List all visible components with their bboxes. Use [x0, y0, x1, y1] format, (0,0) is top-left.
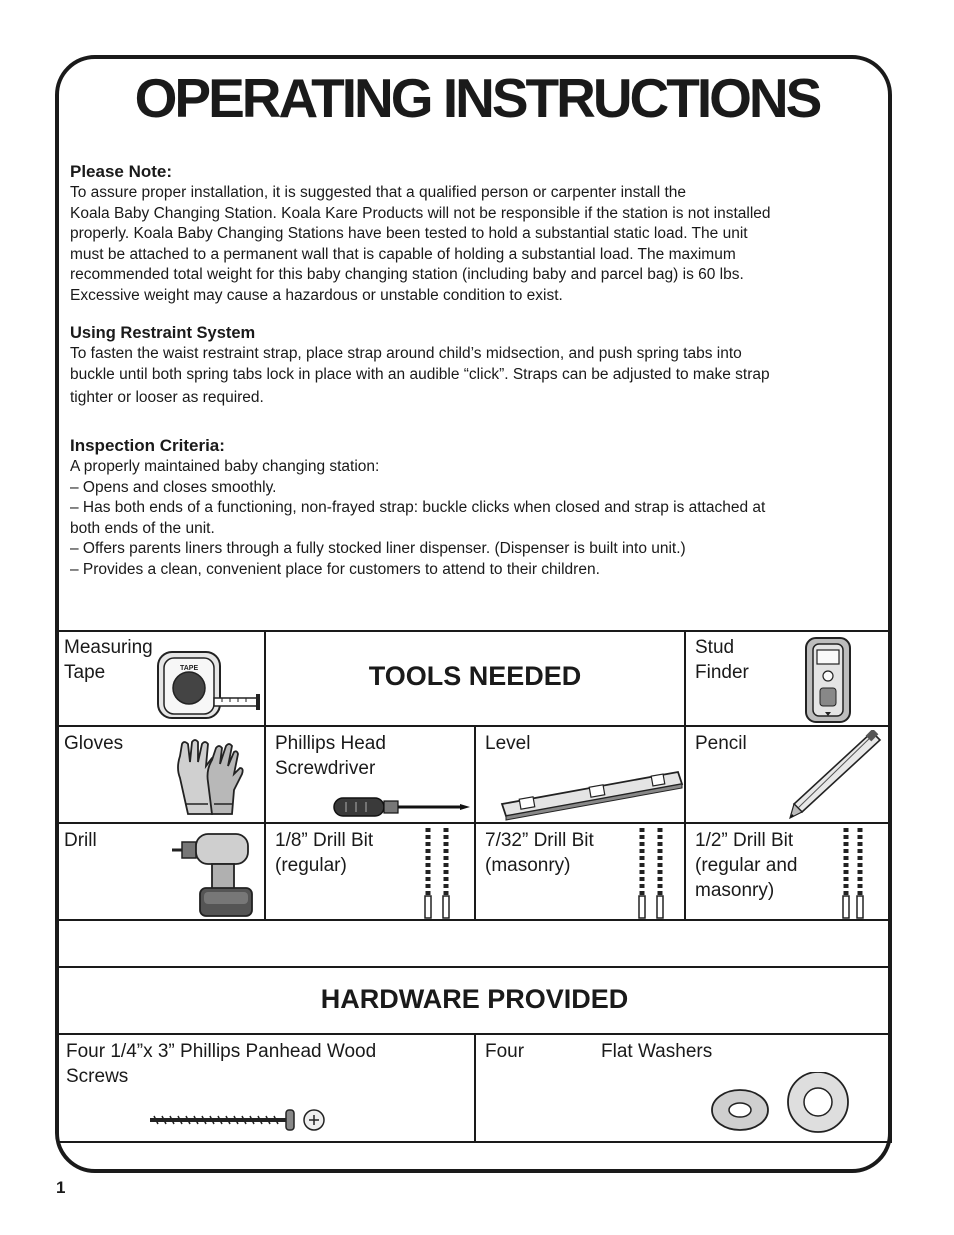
- svg-text:TAPE: TAPE: [180, 665, 199, 672]
- stud-finder-icon: [803, 636, 853, 724]
- inspection-line: – Opens and closes smoothly.: [70, 478, 277, 496]
- inspection-line: – Provides a clean, convenient place for customers to attend to their children.: [70, 560, 600, 578]
- gloves-icon: [158, 734, 248, 820]
- note-line: must be attached to a permanent wall that is capable of holding a substantial load. The maximum: [70, 245, 736, 263]
- pencil-label: Pencil: [695, 733, 747, 754]
- restraint-line: To fasten the waist restraint strap, place strap around child’s midsection, and push spring tabs into: [70, 345, 742, 362]
- inspection-line: – Has both ends of a functioning, non-frayed strap: buckle clicks when closed and strap is attached at: [70, 499, 766, 517]
- restraint-heading: Using Restraint System: [70, 324, 256, 342]
- note-line: Excessive weight may cause a hazardous or unstable condition to exist.: [70, 286, 563, 304]
- note-line: recommended total weight for this baby changing station (including baby and parcel bag) is 60 lbs.: [70, 266, 744, 284]
- inspection-heading: Inspection Criteria:: [70, 436, 225, 455]
- screwdriver-label: Phillips Head Screwdriver: [275, 733, 386, 779]
- note-line: To assure proper installation, it is suggested that a qualified person or carpenter install the: [70, 184, 687, 201]
- measuring-tape-label: Measuring Tape: [64, 637, 153, 683]
- inspection-line: both ends of the unit.: [70, 519, 215, 537]
- table-rule: [474, 1033, 476, 1143]
- page-number: 1: [56, 1178, 66, 1197]
- wood-screws-label: Four 1/4”x 3” Phillips Panhead Wood Screws: [66, 1041, 377, 1087]
- restraint-section: [70, 322, 870, 409]
- drill-bit-3-label: 1/2” Drill Bit (regular and masonry): [695, 830, 798, 901]
- table-rule: [474, 725, 476, 921]
- page-title: OPERATING INSTRUCTIONS: [134, 67, 820, 129]
- drill-bit-2-label: 7/32” Drill Bit (masonry): [485, 830, 594, 876]
- table-rule: [890, 630, 892, 921]
- gloves-label: Gloves: [64, 733, 124, 754]
- drill-bit-icon: [418, 826, 458, 920]
- table-rule: [57, 966, 892, 968]
- inspection-line: – Offers parents liners through a fully stocked liner dispenser. (Dispenser is built into unit.): [70, 540, 686, 558]
- note-line: Koala Baby Changing Station. Koala Kare Products will not be responsible if the station is not installed: [70, 204, 771, 222]
- table-rule: [890, 966, 892, 1143]
- flat-washers-label: Flat Washers: [601, 1041, 713, 1062]
- wood-screw-icon: [148, 1106, 328, 1134]
- inspection-line: A properly maintained baby changing station:: [70, 458, 380, 475]
- please-note-section: [70, 161, 870, 307]
- drill-bit-1-label: 1/8” Drill Bit (regular): [275, 830, 374, 876]
- table-rule: [684, 630, 686, 921]
- restraint-line: buckle until both spring tabs lock in place with an audible “click”. Straps can be adjusted to make strap: [70, 365, 770, 383]
- level-label: Level: [485, 733, 531, 754]
- tools-needed-heading: TOOLS NEEDED: [368, 661, 582, 691]
- drill-icon: [172, 826, 256, 918]
- level-icon: [498, 766, 684, 822]
- table-rule: [57, 630, 59, 921]
- measuring-tape-icon: [152, 648, 264, 724]
- inspection-section: [70, 435, 870, 581]
- masonry-bit-icon: [632, 826, 672, 920]
- drill-label: Drill: [64, 830, 97, 851]
- washers-count: Four: [485, 1041, 525, 1062]
- flat-washer-icon: [710, 1072, 856, 1136]
- drill-bit-icon: [838, 826, 872, 920]
- please-note-heading: Please Note:: [70, 162, 173, 181]
- screwdriver-icon: [332, 794, 472, 820]
- stud-finder-label: Stud Finder: [695, 637, 749, 683]
- restraint-line: tighter or looser as required.: [70, 389, 264, 407]
- table-rule: [57, 630, 892, 632]
- pencil-icon: [786, 730, 882, 822]
- hardware-provided-heading: HARDWARE PROVIDED: [320, 984, 629, 1014]
- note-line: properly. Koala Baby Changing Stations have been tested to hold a substantial static load. The unit: [70, 225, 748, 243]
